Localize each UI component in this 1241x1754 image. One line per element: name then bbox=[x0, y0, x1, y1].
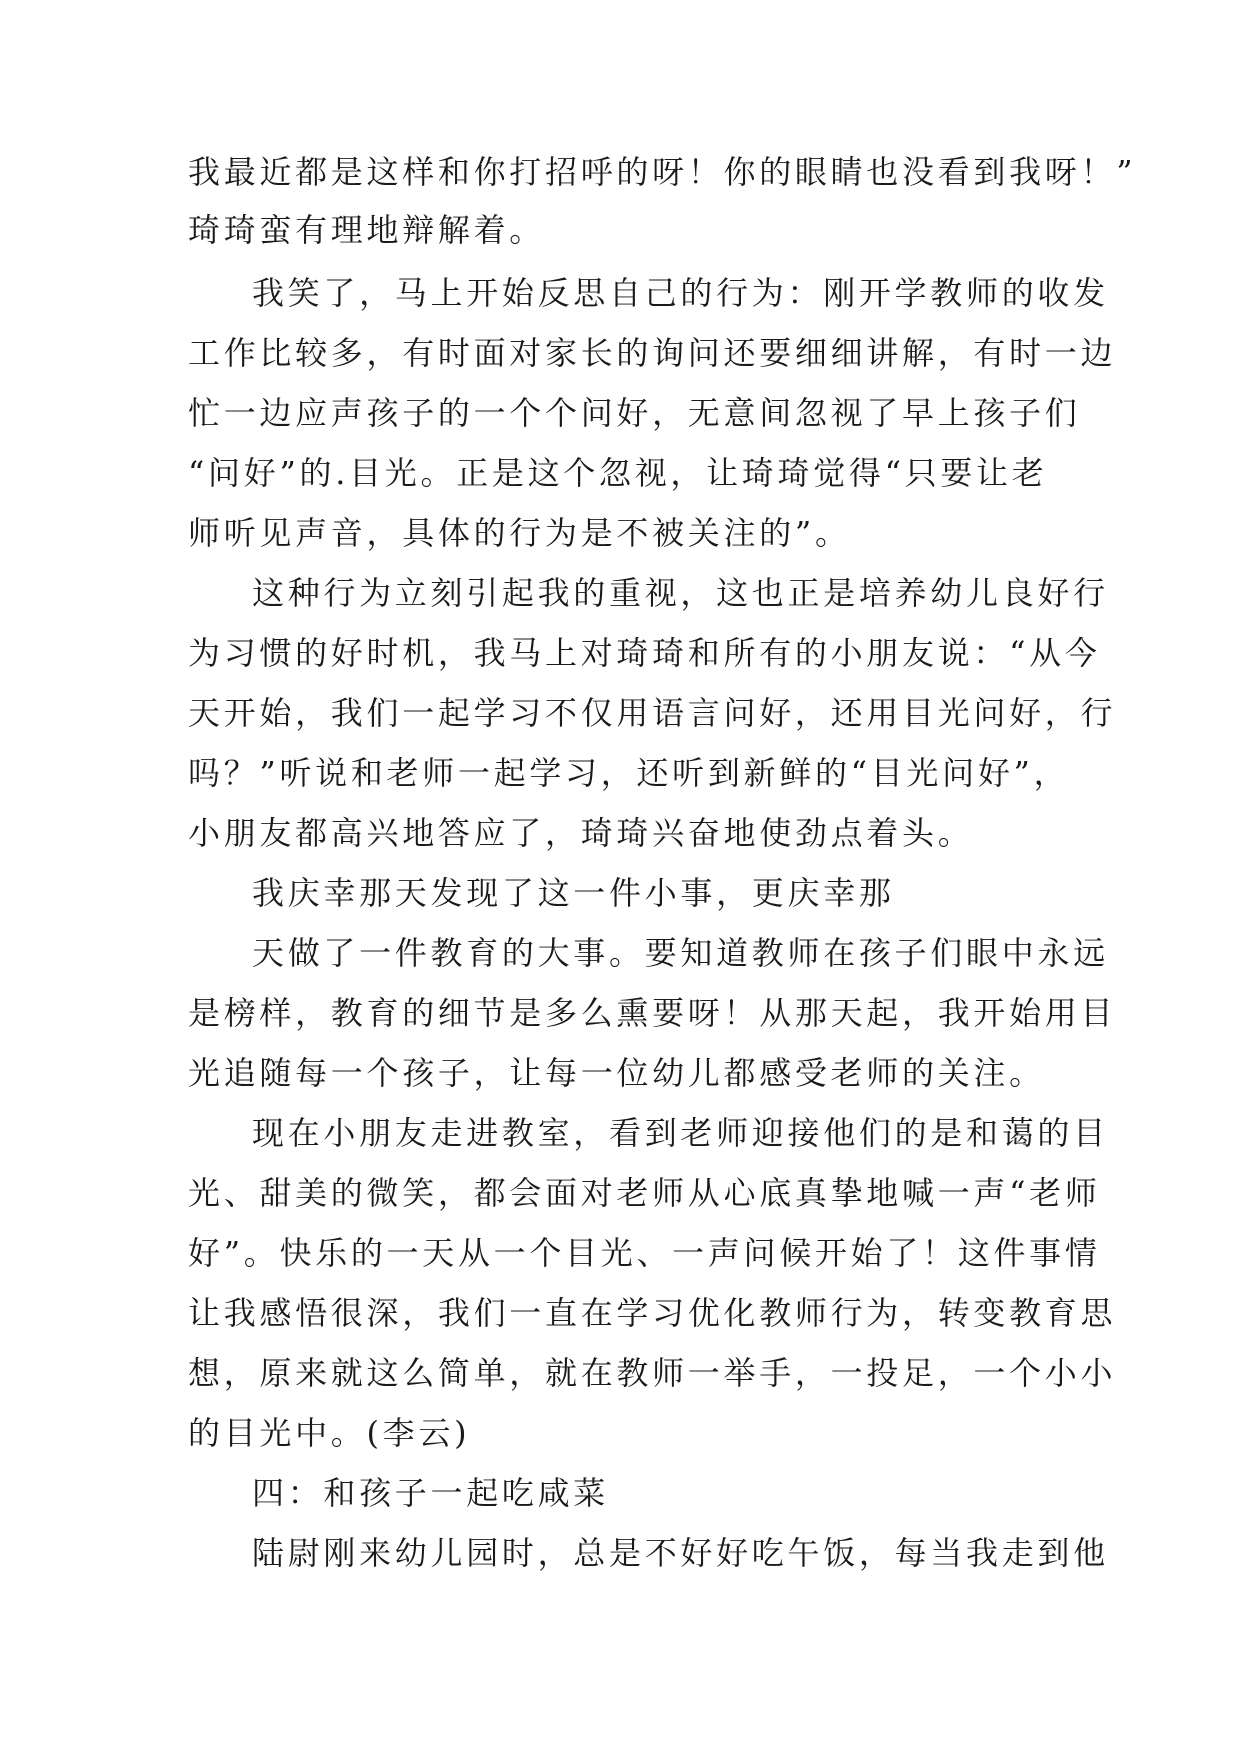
text-line-8: 这种行为立刻引起我的重视，这也正是培养幼儿良好行 bbox=[252, 574, 1109, 612]
text-line-2: 琦琦蛮有理地辩解着。 bbox=[188, 211, 546, 249]
text-line-10: 天开始，我们一起学习不仅用语言问好，还用目光问好，行 bbox=[188, 694, 1117, 732]
text-line-11: 吗？”听说和老师一起学习，还听到新鲜的“目光问好”， bbox=[188, 754, 1070, 792]
text-line-17: 现在小朋友走进教室，看到老师迎接他们的是和蔼的目 bbox=[252, 1114, 1109, 1152]
text-line-21: 想，原来就这么简单，就在教师一举手，一投足，一个小小 bbox=[188, 1354, 1117, 1392]
text-line-15: 是榜样，教育的细节是多么熏要呀！从那天起，我开始用目 bbox=[188, 994, 1117, 1032]
text-line-7: 师听见声音，具体的行为是不被关注的”。 bbox=[188, 514, 851, 552]
text-line-4: 工作比较多，有时面对家长的询问还要细细讲解，有时一边 bbox=[188, 334, 1117, 372]
text-line-18: 光、甜美的微笑，都会面对老师从心底真挚地喊一声“老师 bbox=[188, 1174, 1101, 1212]
text-line-22: 的目光中。(李云) bbox=[188, 1414, 471, 1452]
text-line-19: 好”。快乐的一天从一个目光、一声问候开始了！这件事情 bbox=[188, 1234, 1101, 1272]
text-line-1: 我最近都是这样和你打招呼的呀！你的眼睛也没看到我呀！” bbox=[188, 153, 1137, 191]
text-line-12: 小朋友都高兴地答应了，琦琦兴奋地使劲点着头。 bbox=[188, 814, 974, 852]
section-heading: 四：和孩子一起吃咸菜 bbox=[252, 1474, 610, 1512]
text-line-16: 光追随每一个孩子，让每一位幼儿都感受老师的关注。 bbox=[188, 1054, 1045, 1092]
text-line-20: 让我感悟很深，我们一直在学习优化教师行为，转变教育思 bbox=[188, 1294, 1117, 1332]
text-line-5: 忙一边应声孩子的一个个问好，无意间忽视了早上孩子们 bbox=[188, 394, 1081, 432]
text-line-13: 我庆幸那天发现了这一件小事，更庆幸那 bbox=[252, 874, 895, 912]
text-line-14: 天做了一件教育的大事。要知道教师在孩子们眼中永远 bbox=[252, 934, 1109, 972]
text-line-9: 为习惯的好时机，我马上对琦琦和所有的小朋友说：“从今 bbox=[188, 634, 1101, 672]
text-line-6: “问好”的.目光。正是这个忽视，让琦琦觉得“只要让老 bbox=[188, 454, 1048, 492]
text-line-3: 我笑了，马上开始反思自己的行为：刚开学教师的收发 bbox=[252, 274, 1109, 312]
text-line-24: 陆尉刚来幼儿园时，总是不好好吃午饭，每当我走到他 bbox=[252, 1534, 1109, 1572]
